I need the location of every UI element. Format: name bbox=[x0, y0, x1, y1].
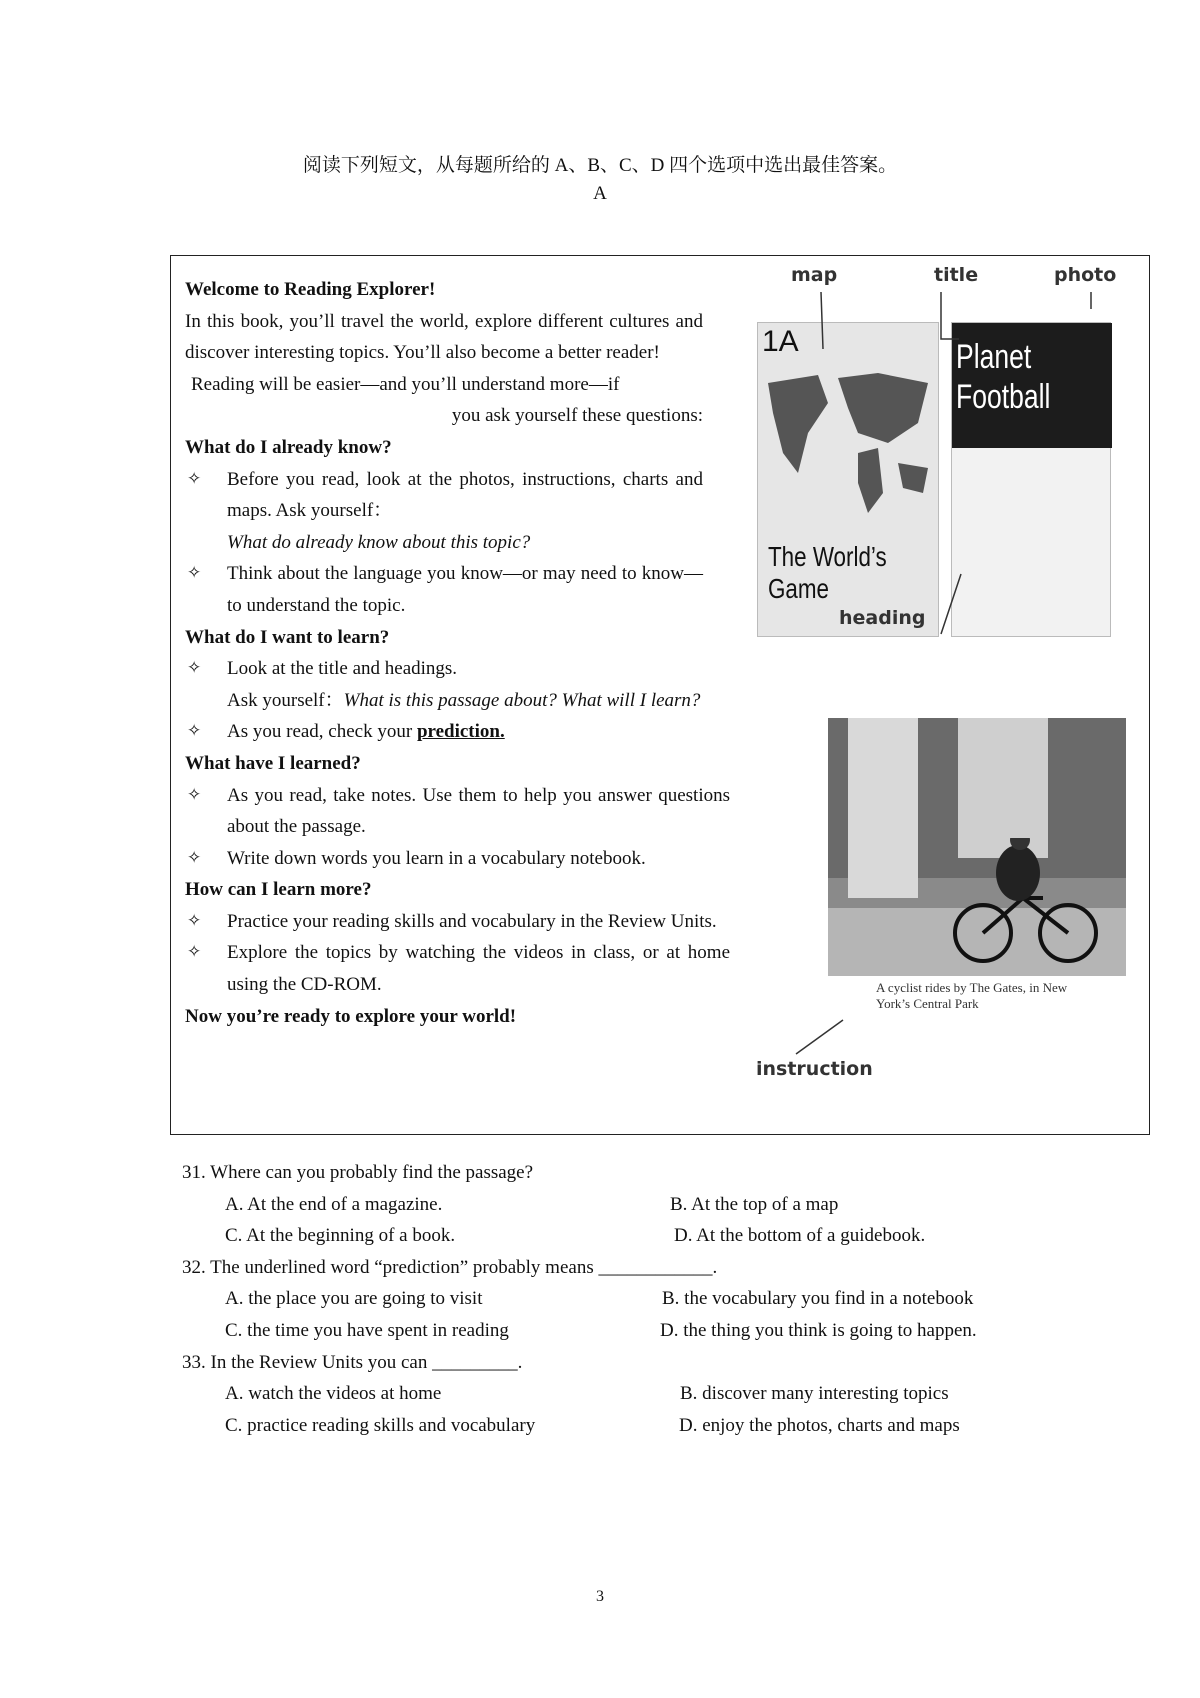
bullet-item: ✧ Think about the language you know—or may need to know—to understand the topic. bbox=[185, 558, 703, 621]
section-heading: What have I learned? bbox=[185, 752, 361, 774]
passage-text bbox=[185, 274, 730, 1032]
questions bbox=[182, 1157, 1182, 1441]
passage-title: Welcome to Reading Explorer! bbox=[185, 279, 436, 300]
section-heading: What do I want to learn? bbox=[185, 626, 390, 648]
option-d: D. At the bottom of a guidebook. bbox=[674, 1225, 926, 1247]
bullet-item: ✧ As you read, check your prediction. bbox=[185, 716, 703, 748]
question-31 bbox=[182, 1157, 1182, 1252]
option-a: A. the place you are going to visit bbox=[225, 1288, 483, 1310]
prediction-word: prediction. bbox=[416, 721, 505, 743]
label-instruction: instruction bbox=[756, 1058, 873, 1080]
label-map: map bbox=[791, 264, 838, 286]
label-title: title bbox=[934, 264, 979, 286]
label-photo: photo bbox=[1054, 264, 1117, 286]
question-stem: 32. The underlined word “prediction” probably means ____________. bbox=[182, 1256, 718, 1278]
section-label: A bbox=[593, 183, 607, 204]
lead-line-1: Reading will be easier—and you’ll understand more—if bbox=[191, 373, 620, 395]
section-heading: How can I learn more? bbox=[185, 879, 372, 901]
page-title: The World’s Game bbox=[768, 541, 887, 604]
option-c: C. practice reading skills and vocabulary bbox=[225, 1414, 536, 1436]
intro-paragraph: In this book, you’ll travel the world, explore different cultures and discover interesting topics. You’ll also become a better reader! bbox=[185, 310, 703, 364]
option-d: D. enjoy the photos, charts and maps bbox=[679, 1414, 960, 1436]
pointer-line-instruction bbox=[791, 1018, 851, 1058]
option-a: A. At the end of a magazine. bbox=[225, 1193, 443, 1215]
bullet-item: ✧ Practice your reading skills and vocabulary in the Review Units. bbox=[185, 906, 730, 938]
question-33 bbox=[182, 1347, 1182, 1442]
cyclist-icon bbox=[948, 838, 1098, 968]
bullet-item: ✧ Look at the title and headings. Ask yourself：What is this passage about? What will I learn? bbox=[185, 653, 730, 716]
section-heading: What do I already know? bbox=[185, 436, 392, 458]
option-b: B. discover many interesting topics bbox=[680, 1383, 949, 1405]
bullet-item: ✧ Write down words you learn in a vocabulary notebook. bbox=[185, 843, 730, 875]
bullet-item: ✧ Before you read, look at the photos, instructions, charts and maps. Ask yourself： What do already know about this topic? bbox=[185, 464, 703, 559]
closing-line: Now you’re ready to explore your world! bbox=[185, 1005, 517, 1027]
question-stem: 33. In the Review Units you can _________. bbox=[182, 1351, 523, 1373]
label-heading: heading bbox=[839, 607, 926, 629]
unit-label: 1A bbox=[762, 325, 799, 358]
option-c: C. the time you have spent in reading bbox=[225, 1319, 509, 1341]
pointer-lines bbox=[751, 264, 1141, 694]
instruction-line: 阅读下列短文，从每题所给的 A、B、C、D 四个选项中选出最佳答案。 bbox=[302, 155, 898, 176]
passage-box bbox=[170, 255, 1150, 1135]
bullet-item: ✧ Explore the topics by watching the videos in class, or at home using the CD-ROM. bbox=[185, 937, 730, 1000]
article-title: Planet Football bbox=[956, 338, 1051, 416]
cyclist-photo bbox=[828, 718, 1126, 976]
question-stem: 31. Where can you probably find the passage? bbox=[182, 1162, 534, 1183]
question-32 bbox=[182, 1252, 1182, 1347]
option-c: C. At the beginning of a book. bbox=[225, 1225, 456, 1247]
photo-caption: A cyclist rides by The Gates, in New York’s Central Park bbox=[876, 980, 1068, 1011]
option-b: B. At the top of a map bbox=[670, 1193, 839, 1215]
lead-line-2: you ask yourself these questions: bbox=[451, 405, 703, 427]
option-b: B. the vocabulary you find in a notebook bbox=[662, 1288, 974, 1310]
option-d: D. the thing you think is going to happen. bbox=[660, 1319, 977, 1341]
bullet-item: ✧ As you read, take notes. Use them to help you answer questions about the passage. bbox=[185, 780, 730, 843]
page-number: 3 bbox=[596, 1588, 604, 1605]
option-a: A. watch the videos at home bbox=[225, 1383, 442, 1405]
